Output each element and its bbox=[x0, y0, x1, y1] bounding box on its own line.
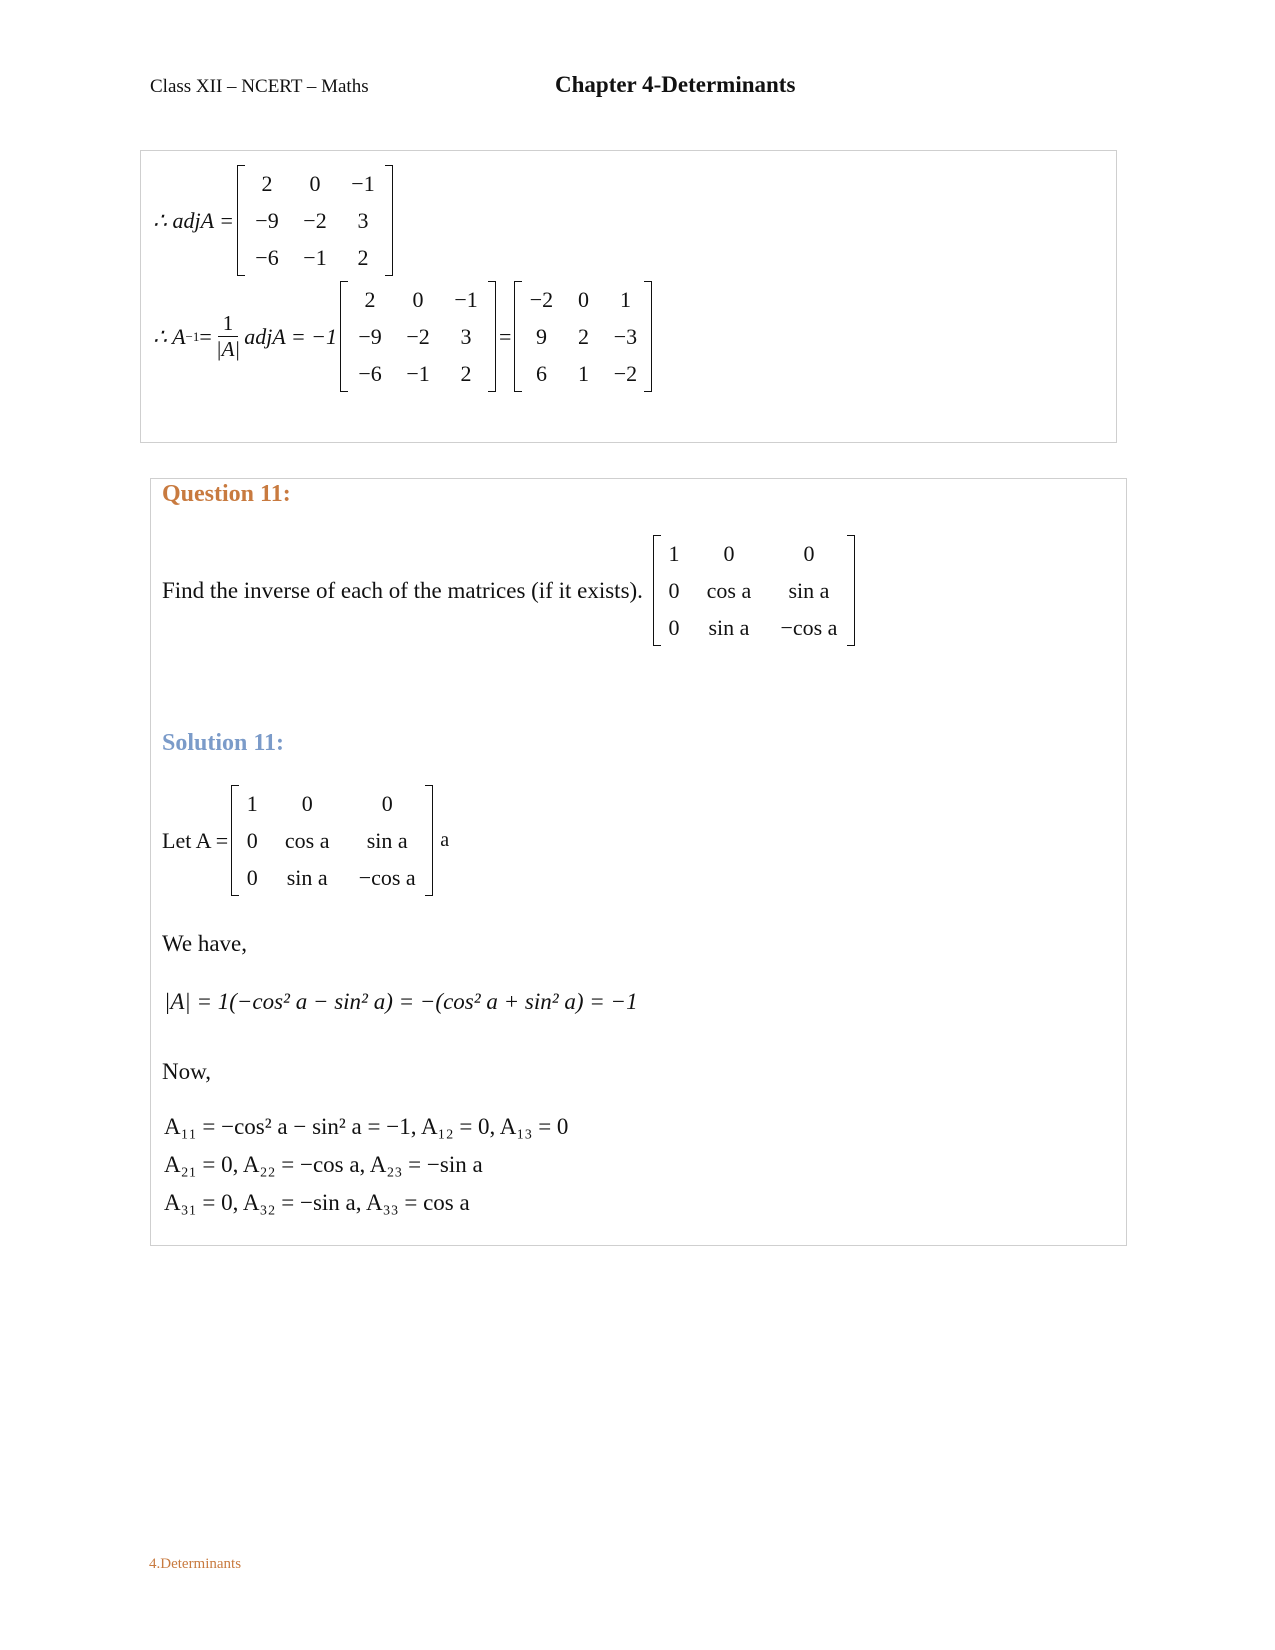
question-title: Question 11: bbox=[162, 481, 291, 507]
matrix-cell: 2 bbox=[577, 324, 589, 349]
matrix-cell: sin a bbox=[708, 615, 750, 640]
matrix-cell: −1 bbox=[303, 245, 327, 270]
matrix-cell: cos a bbox=[706, 578, 752, 603]
adj-a-label: ∴ adjA = bbox=[153, 207, 234, 233]
matrix-cell: 1 bbox=[246, 791, 258, 816]
matrix-cell: 2 bbox=[261, 171, 273, 196]
matrix-cell: 0 bbox=[412, 287, 424, 312]
matrix-cell: −1 bbox=[454, 287, 478, 312]
matrix-cell: −cos a bbox=[358, 865, 416, 890]
question-matrix bbox=[653, 535, 855, 646]
matrix-cell: 0 bbox=[668, 615, 680, 640]
matrix-cell: −1 bbox=[351, 171, 375, 196]
cofactor-row-2: A₂₁ = 0, A₂₂ = −cos a, A₂₃ = −sin a bbox=[164, 1152, 483, 1177]
matrix-cell: sin a bbox=[286, 865, 328, 890]
solution-title: Solution 11: bbox=[162, 730, 285, 756]
chapter-title: Chapter 4-Determinants bbox=[555, 72, 796, 97]
matrix-cell: −1 bbox=[406, 361, 430, 386]
adj-a-times: adjA = −1 bbox=[244, 323, 338, 349]
matrix-cell: 0 bbox=[246, 828, 258, 853]
matrix-cell: sin a bbox=[788, 578, 830, 603]
matrix-cell: 1 bbox=[619, 287, 631, 312]
matrix-cell: cos a bbox=[284, 828, 330, 853]
matrix-cell: −cos a bbox=[780, 615, 838, 640]
determinant-line: |A| = 1(−cos² a − sin² a) = −(cos² a + sin² a) = −1 bbox=[164, 989, 638, 1014]
cofactor-row-1: A₁₁ = −cos² a − sin² a = −1, A₁₂ = 0, A₁₃ = 0 bbox=[164, 1114, 569, 1139]
adj-a-matrix bbox=[237, 165, 393, 276]
let-a-equation bbox=[162, 785, 449, 896]
matrix-cell: 3 bbox=[460, 324, 472, 349]
matrix-cell: −2 bbox=[406, 324, 430, 349]
question-text: Find the inverse of each of the matrices (if it exists). bbox=[162, 577, 643, 603]
question-11-box bbox=[150, 478, 1127, 1246]
fraction-numerator: 1 bbox=[218, 313, 239, 337]
matrix-cell: −2 bbox=[529, 287, 554, 312]
cofactor-row-3: A₃₁ = 0, A₃₂ = −sin a, A₃₃ = cos a bbox=[164, 1190, 470, 1215]
question-statement bbox=[162, 535, 858, 646]
solution-matrix bbox=[231, 785, 433, 896]
matrix-cell: 3 bbox=[357, 208, 369, 233]
let-a-suffix: a bbox=[440, 829, 450, 851]
we-have-text: We have, bbox=[162, 931, 247, 956]
matrix-cell: 0 bbox=[577, 287, 589, 312]
matrix-cell: 0 bbox=[381, 791, 393, 816]
matrix-cell: 2 bbox=[357, 245, 369, 270]
matrix-cell: 1 bbox=[577, 361, 589, 386]
previous-solution-box bbox=[140, 150, 1117, 443]
inverse-equation bbox=[153, 281, 655, 392]
matrix-cell: 0 bbox=[803, 541, 815, 566]
equals-sign: = bbox=[199, 323, 212, 349]
inverse-label: ∴ A bbox=[153, 323, 186, 349]
inverse-superscript: −1 bbox=[185, 328, 200, 344]
inverse-matrix bbox=[514, 281, 652, 392]
matrix-cell: −6 bbox=[255, 245, 279, 270]
matrix-cell: −3 bbox=[613, 324, 638, 349]
let-a-label: Let A = bbox=[162, 827, 229, 853]
matrix-cell: 0 bbox=[723, 541, 735, 566]
reciprocal-det-fraction bbox=[216, 313, 240, 360]
header-subject: Class XII – NCERT – Maths bbox=[150, 76, 369, 97]
matrix-cell: 6 bbox=[535, 361, 547, 386]
matrix-cell: −6 bbox=[358, 361, 382, 386]
matrix-cell: −2 bbox=[613, 361, 638, 386]
matrix-cell: 1 bbox=[668, 541, 680, 566]
matrix-cell: −9 bbox=[255, 208, 279, 233]
equals-sign-2: = bbox=[499, 323, 512, 349]
matrix-cell: 2 bbox=[364, 287, 376, 312]
matrix-cell: 0 bbox=[309, 171, 321, 196]
matrix-cell: 9 bbox=[535, 324, 547, 349]
now-text: Now, bbox=[162, 1059, 211, 1084]
matrix-cell: −9 bbox=[358, 324, 382, 349]
matrix-cell: 0 bbox=[301, 791, 313, 816]
matrix-cell: 2 bbox=[460, 361, 472, 386]
fraction-denominator: |A| bbox=[215, 337, 241, 361]
matrix-cell: 0 bbox=[246, 865, 258, 890]
matrix-cell: sin a bbox=[366, 828, 408, 853]
matrix-cell: 0 bbox=[668, 578, 680, 603]
matrix-cell: −2 bbox=[303, 208, 327, 233]
adj-a-matrix-repeat bbox=[340, 281, 496, 392]
footer-chapter: 4.Determinants bbox=[149, 1556, 242, 1572]
adj-a-equation bbox=[153, 165, 396, 276]
